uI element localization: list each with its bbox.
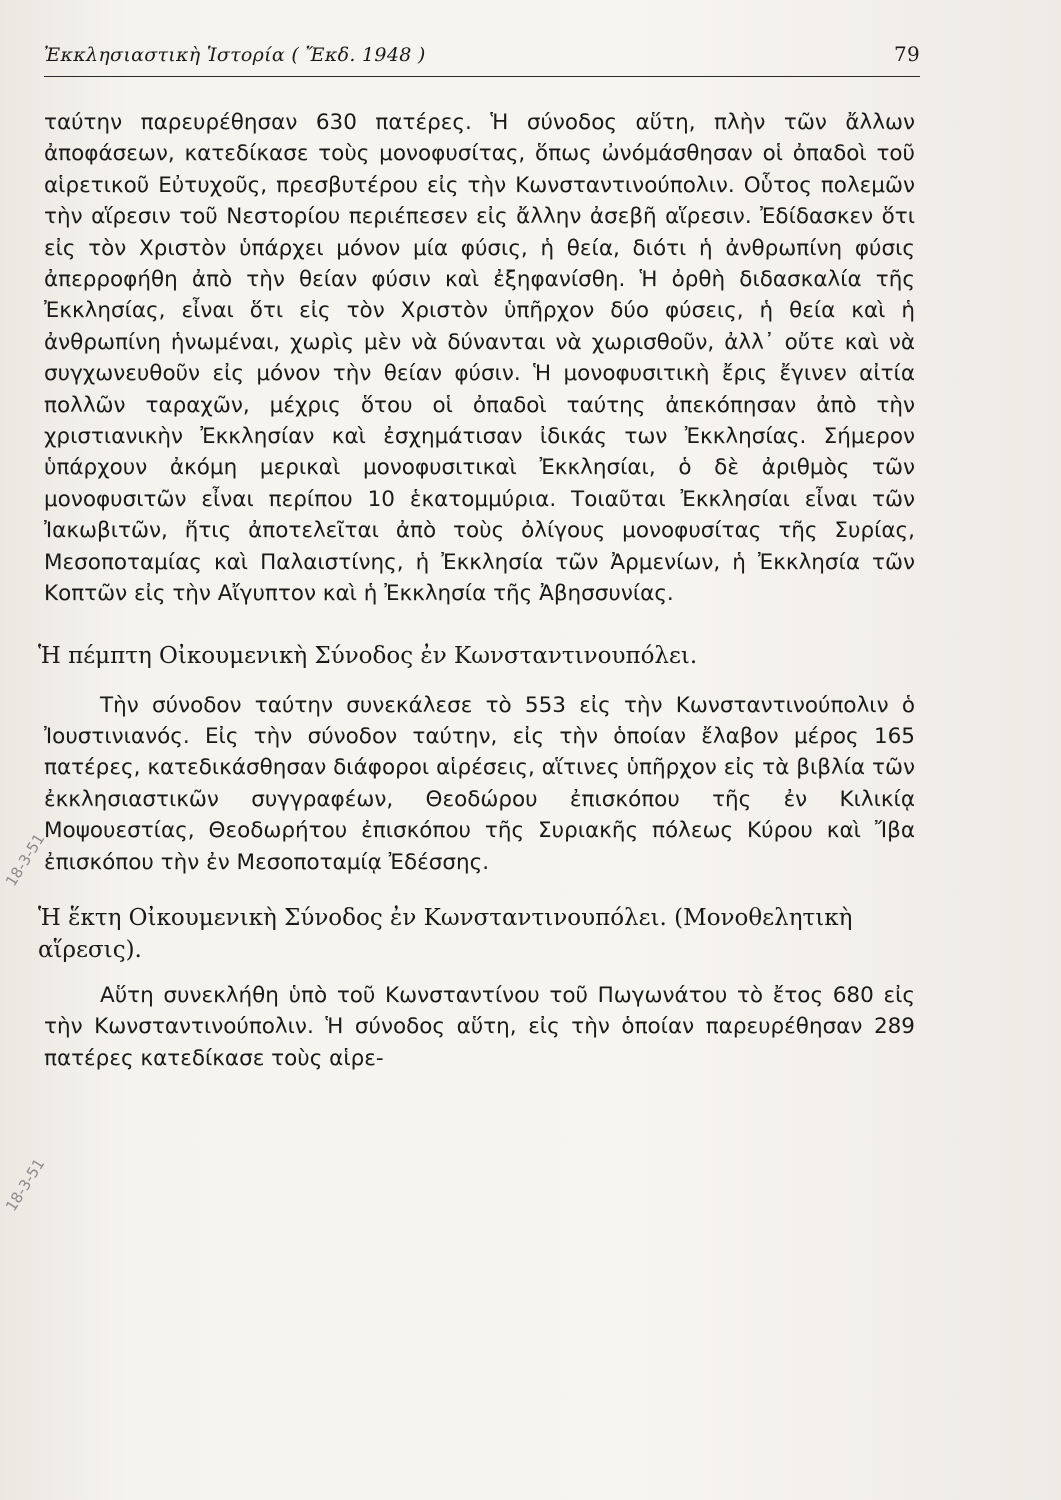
heading-fifth-council: Ἡ πέμπτη Οἰκουμενικὴ Σύνοδος ἐν Κωνσταντινουπόλει. [38, 642, 698, 669]
paragraph-monophysites: ταύτην παρευρέθησαν 630 πατέρες. Ἡ σύνοδος αὕτη, πλὴν τῶν ἄλλων ἀποφάσεων, κατεδίκασε τοὺς μονοφυσίτας, ὅπως ὠνόμάσθησαν οἱ ὀπαδοὶ τοῦ αἱρετικοῦ Εὐτυχοῦς, πρεσβυτέρου εἰς τὴν Κωνσταντινούπολιν. Οὗτος πολεμῶν τὴν αἵρεσιν τοῦ Νεστορίου περιέπεσεν εἰς ἄλλην ἀσεβῆ αἵρεσιν. Ἐδίδασκεν ὅτι εἰς τὸν Χριστὸν ὑπάρχει μόνον μία φύσις, ἡ θεία, διότι ἡ ἀνθρωπίνη φύσις ἀπερροφήθη ἀπὸ τὴν θείαν φύσιν καὶ ἐξηφανίσθη. Ἡ ὀρθὴ διδασκαλία τῆς Ἐκκλησίας, εἶναι ὅτι εἰς τὸν Χριστὸν ὑπῆρχον δύο φύσεις, ἡ θεία καὶ ἡ ἀνθρωπίνη ἡνωμέναι, χωρὶς μὲν νὰ δύνανται νὰ χωρισθοῦν, ἀλλ᾽ οὔτε καὶ νὰ συγχωνευθοῦν εἰς μόνον τὴν θείαν φύσιν. Ἡ μονοφυσιτικὴ ἔρις ἔγινεν αἰτία πολλῶν ταραχῶν, μέχρις ὅτου οἱ ὀπαδοὶ ταύτης ἀπεκόπησαν ἀπὸ τὴν χριστιανικὴν Ἐκκλησίαν καὶ ἐσχημάτισαν ἰδικάς των Ἐκκλησίας. Σήμερον ὑπάρχουν ἀκόμη μερικαὶ μονοφυσιτικαὶ Ἐκκλησίαι, ὁ δὲ ἀριθμὸς τῶν μονοφυσιτῶν εἶναι περίπου 10 ἑκατομμύρια. Τοιαῦται Ἐκκλησίαι εἶναι τῶν Ἰακωβιτῶν, ἥτις ἀποτελεῖται ἀπὸ τοὺς ὀλίγους μονοφυσίτας τῆς Συρίας, Μεσοποταμίας καὶ Παλαιστίνης, ἡ Ἐκκλησία τῶν Ἀρμενίων, ἡ Ἐκκλησία τῶν Κοπτῶν εἰς τὴν Αἴγυπτον καὶ ἡ Ἐκκλησία τῆς Ἀβησσυνίας. [44, 110, 915, 607]
paragraph-sixth-council: Αὕτη συνεκλήθη ὑπὸ τοῦ Κωνσταντίνου τοῦ Πωγωνάτου τὸ ἔτος 680 εἰς τὴν Κωνσταντινούπολιν. Ἡ σύνοδος αὕτη, εἰς τὴν ὁποίαν παρευρέθησαν 289 πατέρες κατεδίκασε τοὺς αἱρε- [44, 982, 915, 1071]
handwritten-date-note: 18-3-51 [2, 1155, 49, 1215]
heading-sixth-council: Ἡ ἕκτη Οἰκουμενικὴ Σύνοδος ἐν Κωνσταντινουπόλει. (Μονοθελητικὴ αἵρεσις). [38, 904, 853, 963]
running-header [44, 30, 920, 77]
page-number: 79 [893, 42, 920, 66]
body-text [38, 107, 915, 1074]
running-title: Ἐκκλησιαστικὴ Ἱστορία ( Ἔκδ. 1948 ) [44, 44, 426, 66]
handwritten-date-note: 18-3-51 [2, 830, 49, 890]
paragraph-fifth-council: Τὴν σύνοδον ταύτην συνεκάλεσε τὸ 553 εἰς τὴν Κωνσταντινούπολιν ὁ Ἰουστινιανός. Εἰς τὴν σύνοδον ταύτην, εἰς τὴν ὁποίαν ἔλαβον μέρος 165 πατέρες, κατεδικάσθησαν διάφοροι αἱρέσεις, αἵτινες ὑπῆρχον εἰς τὰ βιβλία τῶν ἐκκλησιαστικῶν συγγραφέων, Θεοδώρου ἐπισκόπου τῆς ἐν Κιλικίᾳ Μοψουεστίας, Θεοδωρήτου ἐπισκόπου τῆς Συριακῆς πόλεως Κύρου καὶ Ἴβα ἐπισκόπου τὴν ἐν Μεσοποταμίᾳ Ἐδέσσης. [44, 692, 915, 875]
